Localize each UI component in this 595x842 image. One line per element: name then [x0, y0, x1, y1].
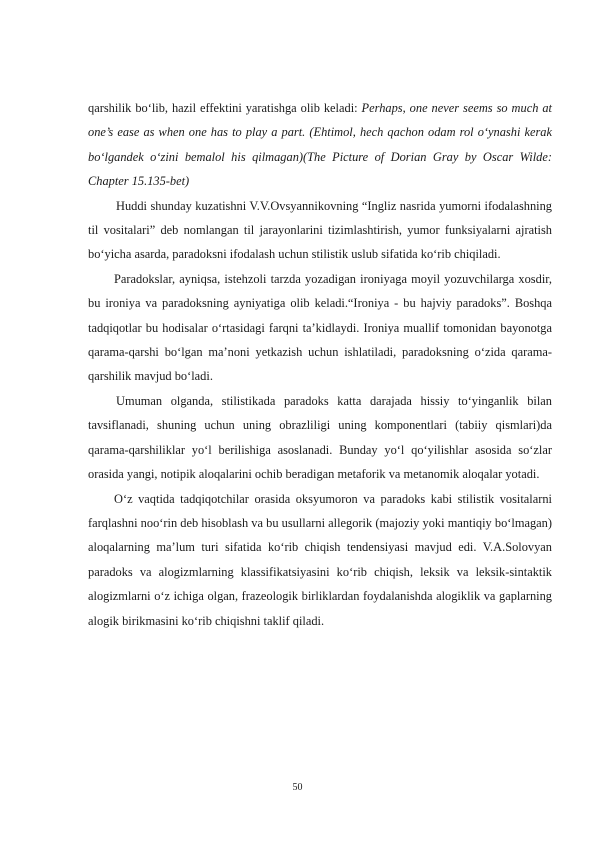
english-quote: Perhaps, one never seems so much at one’s ease as when one has to play a part. — [88, 101, 552, 140]
paragraph-1-intro: qarshilik bo‘lib, hazil effektini yaratishga olib keladi: — [88, 101, 362, 115]
quote-translation-and-source: (Ehtimol, hech qachon odam rol o‘ynashi kerak bo‘lgandek o‘zini bemalol his qilmagan)(The Picture of Dorian Gray by Oscar Wilde: Chapter 15.135-bet) — [88, 125, 552, 189]
paragraph-2: Huddi shunday kuzatishni V.V.Ovsyannikovning “Ingliz nasrida yumorni ifodalashning til vositalari” deb nomlangan til jarayonlarini tizimlashtirish, yumor funksiyalarni ajratish bo‘yicha asarda, paradoksni ifodalash uchun stilistik uslub sifatida ko‘rib chiqiladi. — [88, 198, 552, 262]
page-body — [88, 96, 552, 633]
paragraph-4: Umuman olganda, stilistikada paradoks katta darajada hissiy to‘yinganlik bilan tavsiflanadi, shuning uchun uning obrazliligi uning komponentlari (tabiiy qismlari)da qarama-qarshiliklar yo‘l berilishiga asoslanadi. Bunday yo‘l qo‘yilishlar asosida so‘zlar orasida yangi, notipik aloqalarini ochib beradigan metaforik va metanomik aloqalar yotadi. — [88, 393, 552, 482]
page-number: 50 — [292, 782, 303, 793]
paragraph-5: O‘z vaqtida tadqiqotchilar orasida oksyumoron va paradoks kabi stilistik vositalarni farqlashni noo‘rin deb hisoblash va bu usullarni allegorik (majoziy yoki mantiqiy bo‘lmagan) aloqalarning ma’lum turi sifatida ko‘rib chiqish tendensiyasi mavjud edi. V.A.Solovyan paradoks va alogizmlarning klassifikatsiyasini ko‘rib chiqish, leksik va leksik-sintaktik alogizmlarni o‘z ichiga olgan, frazeologik birliklardan foydalanishda alogiklik va gaplarning alogik birikmasini ko‘rib chiqishni taklif qiladi. — [88, 491, 552, 628]
paragraph-3: Paradokslar, ayniqsa, istehzoli tarzda yozadigan ironiyaga moyil yozuvchilarga xosdir, bu ironiya va paradoksning ayniyatiga olib keladi.“Ironiya - bu hajviy paradoks”. Boshqa tadqiqotlar bu hodisalar o‘rtasidagi farqni ta’kidlaydi. Ironiya muallif tomonidan bayonotga qarama-qarshi bo‘lgan ma’noni yetkazish uchun ishlatiladi, paradoksning o‘zida qarama-qarshilik mavjud bo‘ladi. — [88, 271, 552, 384]
paragraph-1 — [88, 96, 552, 194]
